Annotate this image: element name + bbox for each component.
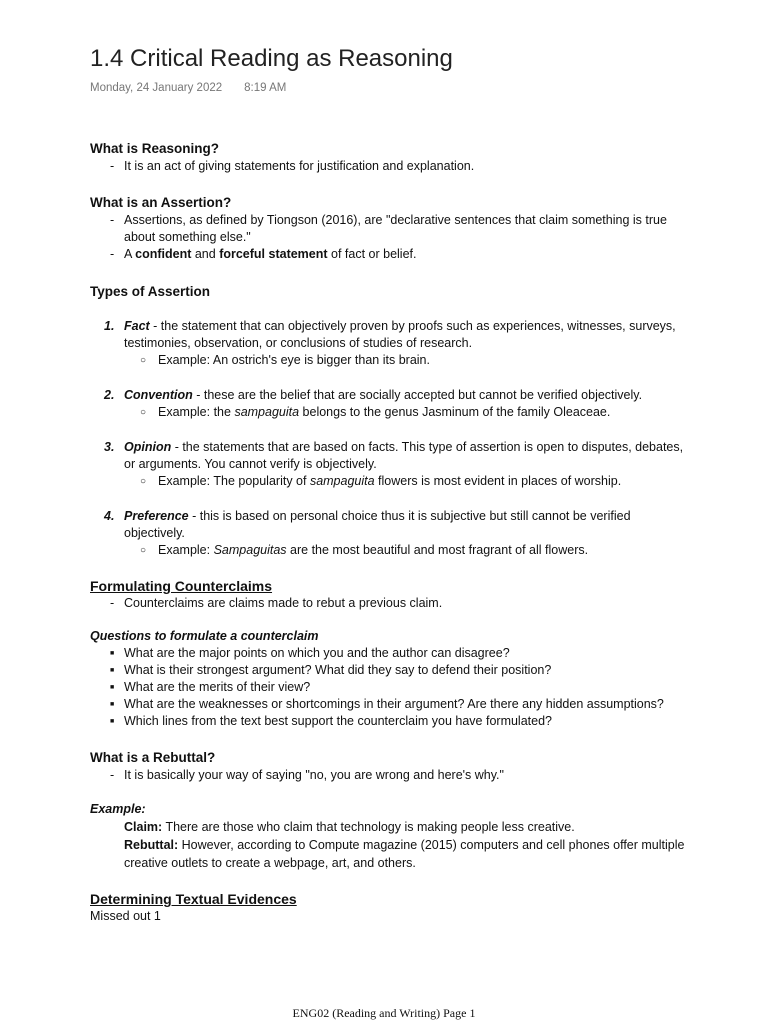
type-item-4-term: Preference (124, 509, 189, 523)
question-item-1: ■ What are the major points on which you and the author can disagree? (90, 645, 690, 662)
reasoning-bullet: - It is an act of giving statements for justification and explanation. (90, 158, 690, 175)
claim-label: Claim: (124, 820, 163, 834)
counterclaims-heading: Formulating Counterclaims (90, 578, 273, 594)
type-item-1-term: Fact (124, 319, 150, 333)
types-heading: Types of Assertion (90, 284, 211, 299)
type-item-1-desc: - the statement that can objectively proven by proofs such as experiences, witnesses, surveys, testimonies, observation, or conclusions of studies of research. (124, 319, 676, 350)
question-item-5: ■ Which lines from the text best support the counterclaim you have formulated? (90, 713, 690, 730)
type-item-3-example-post: flowers is most evident in places of worship. (374, 474, 622, 488)
type-item-2-example-post: belongs to the genus Jasminum of the family Oleaceae. (299, 405, 611, 419)
type-item-3-example-text: Example: The popularity of (158, 474, 310, 488)
type-item-3 (90, 439, 690, 490)
question-item-3: ■ What are the merits of their view? (90, 679, 690, 696)
type-item-3-number: 3. (104, 440, 115, 454)
reasoning-heading: What is Reasoning? (90, 141, 220, 156)
page-date: Monday, 24 January 2022 (90, 82, 223, 94)
type-item-4-desc: - this is based on personal choice thus it is subjective but still cannot be verified objectively. (124, 509, 631, 540)
type-item-4-number: 4. (104, 509, 115, 523)
assertion-bullet-2-pre: A (124, 247, 136, 261)
type-item-2 (90, 387, 690, 421)
rebuttal-label: Rebuttal: (124, 838, 179, 852)
question-item-4: ■ What are the weaknesses or shortcomings in their argument? Are there any hidden assumptions? (90, 696, 690, 713)
type-item-2-example-italic: sampaguita (234, 405, 300, 419)
claim-text: There are those who claim that technology is making people less creative. (162, 820, 575, 834)
type-item-4 (90, 508, 690, 559)
type-item-3-desc: - the statements that are based on facts. This type of assertion is open to disputes, debates, or arguments. You cannot verify is objectively. (124, 440, 684, 471)
type-item-2-example (90, 404, 690, 421)
assertion-bullet-2-post: of fact or belief. (327, 247, 417, 261)
type-item-4-example-text: Example: (158, 543, 214, 557)
assertion-bullet-2-bold-1: confident (135, 247, 192, 261)
type-item-1-example (90, 352, 690, 369)
question-item-2: ■ What is their strongest argument? What did they say to defend their position? (90, 662, 690, 679)
evidences-text: Missed out 1 (90, 909, 161, 923)
assertion-bullet-2 (90, 246, 690, 263)
counterclaims-bullet: - Counterclaims are claims made to rebut a previous claim. (90, 595, 690, 612)
type-item-4-example-post: are the most beautiful and most fragrant of all flowers. (286, 543, 589, 557)
evidences-heading: Determining Textual Evidences (90, 891, 297, 907)
type-item-3-example-italic: sampaguita (309, 474, 375, 488)
rebuttal-text: However, according to Compute magazine (2015) computers and cell phones offer multiple creative outlets to create a webpage, art, and others. (124, 838, 685, 870)
type-item-1-example-text: Example: An ostrich's eye is bigger than its brain. (158, 353, 430, 367)
type-item-2-term: Convention (124, 388, 193, 402)
questions-heading: Questions to formulate a counterclaim (90, 629, 319, 643)
page-footer: ENG02 (Reading and Writing) Page 1 (292, 1006, 476, 1020)
page-time: 8:19 AM (244, 82, 287, 94)
assertion-bullet-2-mid: and (191, 247, 220, 261)
page-meta (90, 82, 286, 94)
type-item-1-number: 1. (104, 319, 115, 333)
type-item-2-number: 2. (104, 388, 115, 402)
type-item-2-line (90, 387, 690, 404)
rebuttal-bullet: - It is basically your way of saying "no, you are wrong and here's why." (90, 767, 690, 784)
type-item-4-example (90, 542, 690, 559)
rebuttal-line (90, 836, 690, 872)
type-item-1 (90, 318, 690, 369)
type-item-4-line (90, 508, 690, 542)
claim-line (90, 818, 690, 836)
type-item-2-desc: - these are the belief that are socially accepted but cannot be verified objectively. (192, 388, 643, 402)
type-item-3-example (90, 473, 690, 490)
assertion-bullet-2-bold-2: forceful statement (219, 247, 328, 261)
type-item-3-line (90, 439, 690, 473)
type-item-2-example-text: Example: the (158, 405, 235, 419)
type-item-3-term: Opinion (124, 440, 172, 454)
example-label: Example: (90, 802, 146, 816)
type-item-1-line (90, 318, 690, 352)
note-content (90, 140, 690, 925)
assertion-heading: What is an Assertion? (90, 195, 232, 210)
rebuttal-heading: What is a Rebuttal? (90, 750, 216, 765)
page-title: 1.4 Critical Reading as Reasoning (90, 45, 453, 72)
type-item-4-example-italic: Sampaguitas (213, 543, 287, 557)
assertion-bullet-1: - Assertions, as defined by Tiongson (2016), are "declarative sentences that claim something is true about something else." (90, 212, 690, 246)
